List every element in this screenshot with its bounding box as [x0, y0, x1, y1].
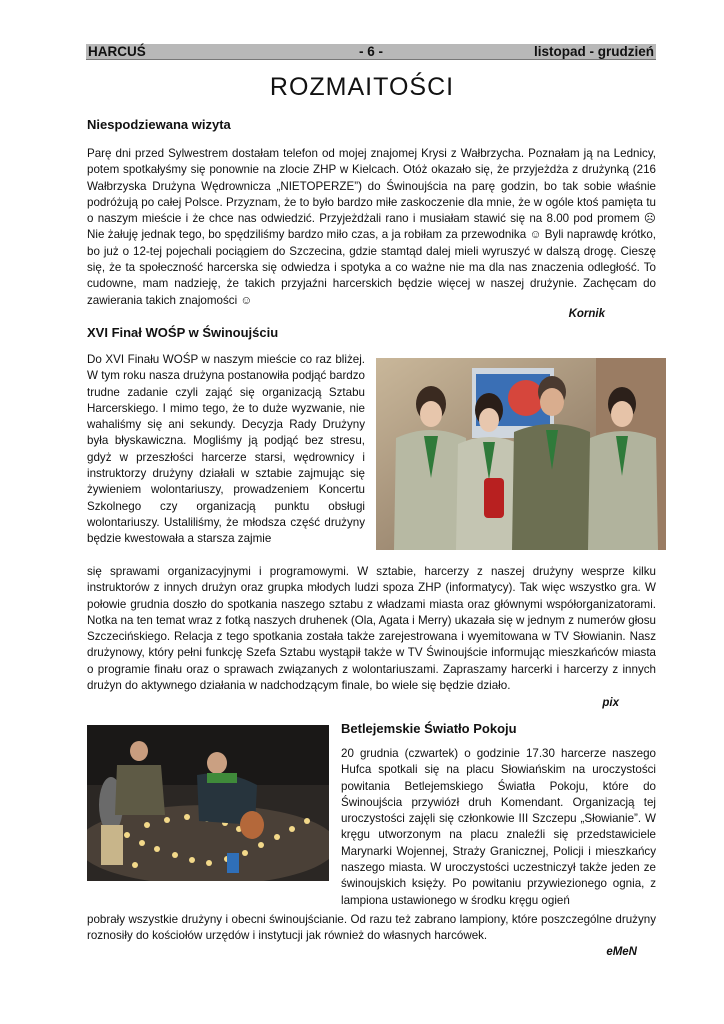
article-light-body-wide: pobrały wszystkie drużyny i obecni świnoujścianie. Od razu też zabrano lampiony, które poszczególne drużyny roznosiły do kościołów urzędów i instytucji jak również do własnych harcówek. [87, 913, 656, 943]
scouts-group-photo-icon [376, 358, 666, 550]
heading-wosp: XVI Finał WOŚP w Świnoujściu [87, 325, 279, 340]
article-wosp-body-narrow: Do XVI Finału WOŚP w naszym mieście co raz bliżej. W tym roku nasza drużyna postanowiła podjąć bardzo trudne zadanie czyli zająć się organizacją Sztabu Harcerskiego. I mimo tego, że to duże wyzwanie, nie wahaliśmy się ani sekundy. Decyzja Rady Drużyny była błyskawiczna. Mogliśmy ją podjąć bez stresu, gdyż w przeszłości harcerze starsi, wędrownicy i instruktorzy drużyny działali w sztabie zajmując się żywieniem wolontariuszy, prowadzeniem Koncertu Szkolnego czy organizacją punktu obsługi wolontariuszy. Ustaliliśmy, że młodsza część drużyny będzie kwestowała a starsza zajmie [87, 353, 365, 546]
signature-wosp: pix [602, 697, 619, 709]
heading-visit: Niespodziewana wizyta [87, 117, 231, 132]
article-wosp-body-wide: się sprawami organizacyjnymi i programowymi. W sztabie, harcerzy z naszej drużyny wesprze kilku instruktorów z innych drużyn oraz grupka młodych ludzi spoza ZHP (informatycy). Tak więc wszystko gra. W połowie grudnia doszło do spotkania naszego sztabu z władzami miasta oraz głównymi współorganizatorami. Notka na ten temat wraz z fotką naszych druhenek (Ola, Agata i Merry) ukazała się w jednym z numerów głosu Szczecińskiego. Relacja z tego spotkania została także zarejestrowana i wyemitowana w TV Słowianin. Nasz drużynowy, który pełni funkcję Szefa Sztabu wystąpił także w TV Świnoujście informując mieszkańców miasta o programie finału oraz o sprawach związanych z wolontariuszami. Zapraszamy harcerki i harcerzy z innych drużyn do aktywnego działania w nadchodzącym finale, bo wiele się będzie działo. [87, 565, 656, 693]
header-newsletter-name: HARCUŚ [88, 44, 146, 59]
header-issue-date: listopad - grudzień [534, 44, 654, 59]
heading-peace-light: Betlejemskie Światło Pokoju [341, 721, 517, 736]
peace-light-photo-icon [87, 725, 329, 881]
photo-scouts-group [376, 358, 666, 550]
signature-visit: Kornik [568, 308, 605, 320]
article-visit-body: Parę dni przed Sylwestrem dostałam telefon od mojej znajomej Krysi z Wałbrzycha. Poznałam ją na Lednicy, potem spotkałyśmy się ponownie na zlocie ZHP w Kielcach. Otóż okazało się, że przyjeżdża z drużynką (216 Wałbrzyska Drużyna Wędrownicza „NIETOPERZE”) do Świnoujścia na parę godzin, bo tak sobie właśnie podróżują po całej Polsce. Przyznam, że to było bardzo miłe zaskoczenie dla mnie, że w ogóle ktoś pamięta tu o naszym mieście i że chce nas odwiedzić. Przyjeżdżali rano i musiałam stawić się na 8.00 pod promem ☹ Nie żałuję jednak tego, bo spędziliśmy bardzo miło czas, a ja robiłam za przewodnika ☺ Byli naprawdę krótko, bo już o 12-tej pojechali pociągiem do Szczecina, gdzie stamtąd dalej mieli wyruszyć w dalszą drogę. Cieszę się, że ta społeczność harcerska się odwiedza i spotyka a co ważne nie ma dla nas znaczenia odległość. To cudowne, mam nadzieję, że takich przyjaźni harcerskich będzie więcej w naszej drużynie. Zachęcam do zawierania takich znajomości ☺ [87, 147, 656, 307]
signature-light: eMeN [606, 946, 637, 958]
page-title: ROZMAITOŚCI [269, 73, 455, 101]
photo-peace-light-ceremony [87, 725, 329, 881]
article-light-body-narrow: 20 grudnia (czwartek) o godzinie 17.30 harcerze naszego Hufca spotkali się na placu Słowiańskim na uroczystości powitania Betlejemskiego Światła Pokoju, które do Świnoujścia przywiózł druh Komendant. Organizacją tej uroczystości zajęli się członkowie III Szczepu „Słowianie”. W kręgu utworzonym na placu znaleźli się przedstawiciele Marynarki Wojennej, Straży Granicznej, Policji i mieszkańcy naszego miasta. W uroczystości uczestniczył także jeden ze świnoujskich księży. Po powitaniu przywiezionego ognia, z lampiona ustawionego w środku kręgu ogień [341, 747, 656, 907]
page-header-bar [86, 44, 656, 60]
header-page-number: - 6 - [358, 44, 383, 59]
